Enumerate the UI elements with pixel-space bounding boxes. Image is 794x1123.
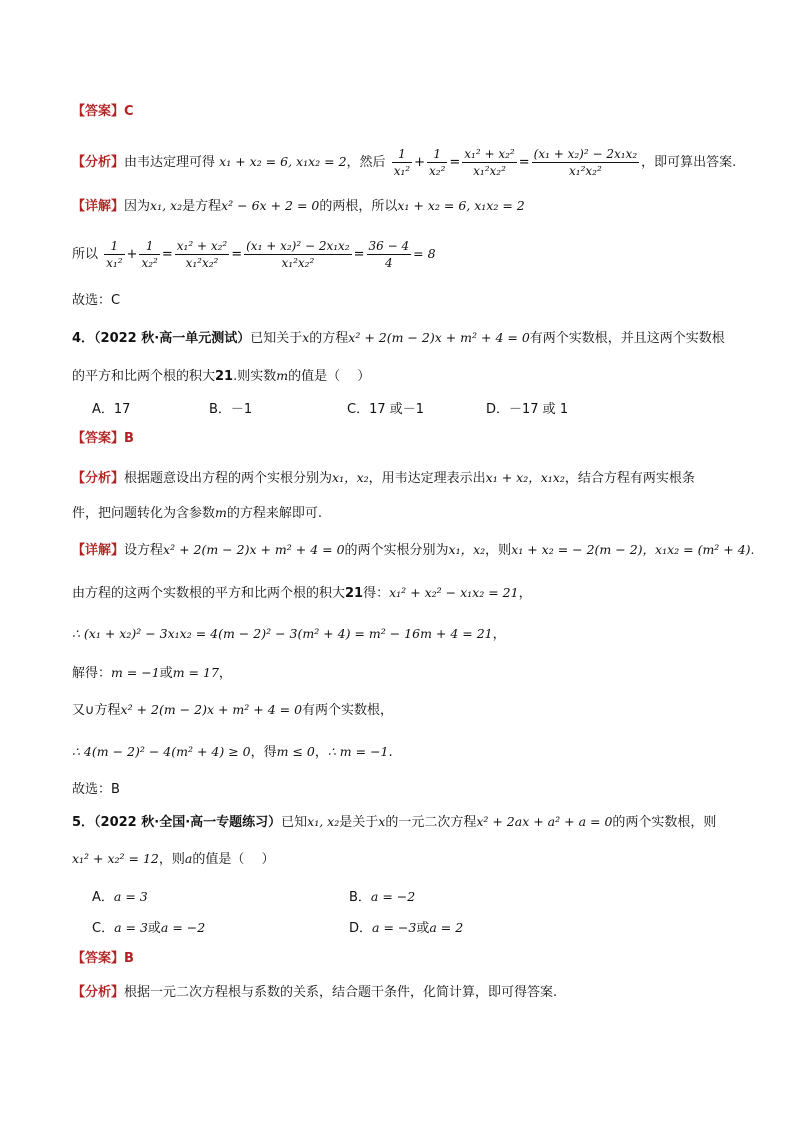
detail-text: 又 <box>72 703 86 718</box>
stem-text: 的两个实数根，则 <box>612 815 717 830</box>
detail-text: 的两个实根分别为 <box>344 543 449 558</box>
formula: x₁² + x₂² − x₁x₂ = 21 <box>389 585 519 600</box>
formula: x₁, x₂ <box>307 814 340 829</box>
fraction-denominator: x₂² <box>428 164 446 178</box>
formula: x₁，x₂ <box>332 470 369 485</box>
stem-number: 21 <box>215 369 234 384</box>
fraction-denominator: x₁²x₂² <box>281 256 315 270</box>
analysis-text: 件，把问题转化为含参数 <box>72 506 216 521</box>
fraction <box>427 146 447 179</box>
q5-answer-line <box>72 949 734 969</box>
q5-stem-line1 <box>72 812 734 833</box>
q4-choice-line <box>72 780 734 800</box>
formula: x₁ + x₂ = 6, x₁x₂ = 2 <box>219 154 347 169</box>
analysis-text: 根据一元二次方程根与系数的关系，结合题干条件，化简计算，即可得答案. <box>124 985 558 1000</box>
analysis-tag: 【分析】 <box>72 155 125 170</box>
option-label: C． <box>92 921 115 936</box>
analysis-tag: 【分析】 <box>72 985 125 1000</box>
fraction-numerator: (x₁ + x₂)² − 2x₁x₂ <box>533 147 638 161</box>
detail-text: . <box>388 745 393 760</box>
q3-analysis-line: 【分析】由韦达定理可得 x₁ + x₂ = 6, x₁x₂ = 2，然后 $\frac{1}{\text{x₁²}}$ + $\frac{1}{\text{x₂²}}$ = $\frac{\text{x₁² + x₂²}}{\text{x₁²x₂²}}$ = $\frac{\text{(x₁ + x₂)² − 2x₁x₂}}{\text{x₁²x₂²}}$ ，即可算出答案. <box>72 147 737 178</box>
option-text: 或 <box>147 921 161 936</box>
question-source: （2022 秋·高一单元测试） <box>94 331 251 346</box>
formula: x² + 2(m − 2)x + m² + 4 = 0 <box>348 330 530 345</box>
option-text: 或 <box>416 921 430 936</box>
stem-text: 的平方和比两个根的积大 <box>72 369 216 384</box>
detail-text: 或 <box>159 666 173 681</box>
q4-analysis-line1 <box>72 468 734 489</box>
because-symbol: ∪ <box>85 703 95 718</box>
option-value: a = 3 <box>113 889 148 904</box>
analysis-text: ，用韦达定理表示出 <box>368 471 486 486</box>
answer-tag: 【答案】 <box>72 104 125 119</box>
stem-text: 是关于 <box>339 815 379 830</box>
option-value: a = −2 <box>370 889 416 904</box>
q3-detail-line <box>72 196 734 217</box>
answer-value: C <box>124 104 134 119</box>
formula: m = 17 <box>172 665 219 680</box>
detail-text: 解得： <box>72 666 112 681</box>
fraction-numerator: x₁² + x₂² <box>464 147 515 161</box>
q4-detail-line2 <box>72 583 734 604</box>
detail-number: 21 <box>345 586 364 601</box>
fraction-numerator: 1 <box>392 146 412 163</box>
option-c: C．17 或－1 <box>347 402 425 417</box>
stem-text: 的方程 <box>309 331 349 346</box>
option-label: A． <box>92 890 114 905</box>
detail-text: 的两根，所以 <box>319 199 398 214</box>
fraction <box>392 146 412 179</box>
detail-tag: 【详解】 <box>72 199 125 214</box>
fraction <box>175 238 229 271</box>
q4-detail-line3 <box>72 624 734 645</box>
fraction <box>244 238 352 271</box>
formula: x₁ + x₂ = − 2(m − 2)，x₁x₂ = (m² + 4). <box>511 542 755 557</box>
formula: ∴ (x₁ + x₂)² − 3x₁x₂ = 4(m − 2)² − 3(m² + 4) = m² − 16m + 4 = 21 <box>72 626 493 641</box>
fraction <box>462 146 516 179</box>
option-value: a = −3 <box>372 920 417 935</box>
stem-text: .则实数 <box>233 369 277 384</box>
stem-text: 的一元二次方程 <box>385 815 477 830</box>
question-number: 5． <box>72 815 95 830</box>
fraction-numerator: 1 <box>139 238 159 255</box>
q4-detail-line5 <box>72 700 734 721</box>
detail-text: ， <box>218 666 232 681</box>
q4-answer-line <box>72 429 734 449</box>
variable: m <box>276 368 289 383</box>
q4-detail-line1 <box>72 540 755 561</box>
detail-text: 因为 <box>124 199 151 214</box>
fraction-denominator: x₁² <box>106 256 123 270</box>
detail-text: 设方程 <box>124 543 164 558</box>
analysis-text: 根据题意设出方程的两个实根分别为 <box>124 471 333 486</box>
analysis-text: 由韦达定理可得 <box>124 155 216 170</box>
option-c <box>92 917 205 936</box>
detail-text: ， <box>314 745 328 760</box>
stem-text: 已知关于 <box>250 331 303 346</box>
formula: x₁, x₂ <box>150 198 183 213</box>
formula: = 8 <box>413 246 436 261</box>
option-d <box>349 917 463 936</box>
q3-so-line: 所以 $\frac{1}{\text{x₁²}}$ + $\frac{1}{\text{x₂²}}$ = $\frac{\text{x₁² + x₂²}}{\text{x₁²x₂²}}$ = $\frac{\text{(x₁ + x₂)² − 2x₁x₂}}{\text{x₁²x₂²}}$ = $\frac{36 - 4}{4}$ = 8 <box>72 239 436 270</box>
choice-text: 故选：C <box>72 293 121 308</box>
analysis-text: 的方程来解即可. <box>226 506 323 521</box>
detail-text: 是方程 <box>182 199 222 214</box>
formula: x₁² + x₂² = 12 <box>72 851 159 866</box>
choice-text: 故选：B <box>72 782 120 797</box>
formula: x₁ + x₂，x₁x₂ <box>485 470 565 485</box>
option-value: a = −2 <box>160 920 206 935</box>
fraction-denominator: x₁² <box>393 164 411 178</box>
formula: m = −1 <box>111 665 160 680</box>
fraction-numerator: 36 − 4 <box>368 239 410 253</box>
option-d: D．－17 或 1 <box>486 402 569 417</box>
detail-text: 有两个实数根， <box>302 703 394 718</box>
fraction <box>104 238 124 271</box>
stem-text: ，则 <box>158 852 185 867</box>
fraction-numerator: 1 <box>104 238 124 255</box>
fraction-denominator: x₂² <box>141 256 158 270</box>
detail-text: ，得 <box>250 745 277 760</box>
option-b: B．－1 <box>209 402 253 417</box>
formula: x² + 2(m − 2)x + m² + 4 = 0 <box>120 702 303 717</box>
answer-tag: 【答案】 <box>72 951 125 966</box>
stem-text: 有两个实数根，并且这两个实数根 <box>529 331 725 346</box>
formula: x₁，x₂ <box>448 542 486 557</box>
detail-tag: 【详解】 <box>72 543 125 558</box>
q3-choice-line <box>72 291 734 311</box>
analysis-tag: 【分析】 <box>72 471 125 486</box>
q4-detail-line6 <box>72 742 734 763</box>
detail-text: 由方程的这两个实数根的平方和比两个根的积大 <box>72 586 346 601</box>
analysis-text: ，即可算出答案. <box>641 155 737 170</box>
q4-detail-line4 <box>72 663 734 684</box>
fraction-denominator: x₁²x₂² <box>185 256 219 270</box>
option-label: B． <box>349 890 371 905</box>
fraction <box>532 146 640 179</box>
q4-stem-line2 <box>72 366 734 387</box>
option-b <box>349 886 415 905</box>
fraction-denominator: x₁²x₂² <box>569 164 602 178</box>
detail-text: 得： <box>363 586 390 601</box>
variable: a <box>184 851 193 866</box>
fraction-denominator: 4 <box>385 256 393 270</box>
q5-analysis-line <box>72 983 734 1003</box>
q3-answer-line <box>72 102 734 122</box>
formula: x² − 6x + 2 = 0 <box>221 198 320 213</box>
option-value: a = 3 <box>114 920 148 935</box>
q4-stem-line1 <box>72 328 734 349</box>
stem-text: 的值是（ ） <box>288 369 371 384</box>
stem-text: 的值是（ ） <box>192 852 275 867</box>
option-a <box>92 886 148 905</box>
formula: m ≤ 0 <box>276 744 315 759</box>
question-number: 4． <box>72 331 95 346</box>
formula: ∴ m = −1 <box>327 744 389 759</box>
fraction-numerator: x₁² + x₂² <box>176 239 228 253</box>
variable: x <box>302 330 310 345</box>
analysis-text: ，然后 <box>346 155 386 170</box>
stem-text: 已知 <box>281 815 308 830</box>
variable: x <box>378 814 386 829</box>
detail-text: ， <box>492 627 506 642</box>
detail-text: 方程 <box>94 703 121 718</box>
fraction-numerator: (x₁ + x₂)² − 2x₁x₂ <box>246 239 350 253</box>
formula: x² + 2(m − 2)x + m² + 4 = 0 <box>163 542 345 557</box>
fraction <box>139 238 159 271</box>
q4-analysis-line2 <box>72 503 734 524</box>
fraction-numerator: 1 <box>427 146 447 163</box>
option-a: A．17 <box>92 402 131 417</box>
detail-text: 所以 <box>72 247 99 262</box>
question-source: （2022 秋·全国·高一专题练习） <box>94 815 282 830</box>
detail-text: ，则 <box>485 543 512 558</box>
analysis-text: ，结合方程有两实根条 <box>564 471 695 486</box>
answer-value: B <box>124 431 134 446</box>
option-value: a = 2 <box>429 920 464 935</box>
formula: ∴ 4(m − 2)² − 4(m² + 4) ≥ 0 <box>72 744 251 759</box>
fraction <box>367 238 412 271</box>
option-label: D． <box>349 921 373 936</box>
q5-stem-line2 <box>72 849 734 870</box>
formula: x₁ + x₂ = 6, x₁x₂ = 2 <box>397 198 525 213</box>
answer-tag: 【答案】 <box>72 431 125 446</box>
variable: m <box>215 505 227 520</box>
detail-text: ， <box>518 586 532 601</box>
formula: x² + 2ax + a² + a = 0 <box>476 814 613 829</box>
fraction-denominator: x₁²x₂² <box>473 164 506 178</box>
answer-value: B <box>124 951 134 966</box>
